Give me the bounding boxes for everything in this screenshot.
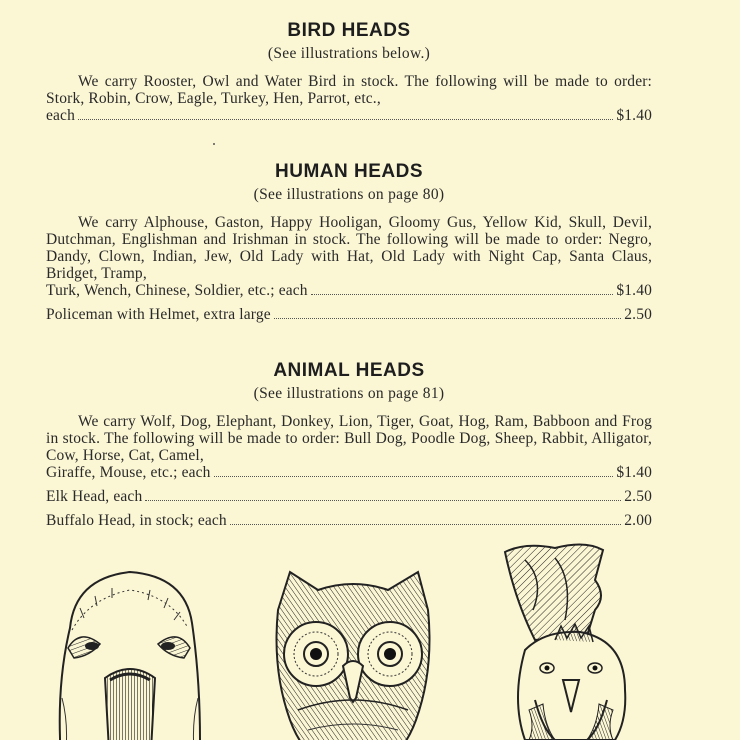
- policeman-price: 2.50: [624, 306, 652, 323]
- bird-heads-text: We carry Rooster, Owl and Water Bird in stock. The following will be made to order: Stork, Robin, Crow, Eagle, Turkey, Hen, Parrot, etc.,: [46, 73, 652, 107]
- human-heads-price: $1.40: [616, 282, 652, 299]
- animal-heads-text: We carry Wolf, Dog, Elephant, Donkey, Lion, Tiger, Goat, Hog, Ram, Babboon and Frog in stock. The following will be made to order: Bull Dog, Poodle Dog, Sheep, Rabbit, Alligator, Cow, Horse, Cat, Camel,: [46, 413, 652, 464]
- dot-leader: [78, 118, 613, 120]
- dot-leader: [274, 317, 622, 319]
- bird-heads-each-label: each: [46, 107, 75, 124]
- policeman-label: Policeman with Helmet, extra large: [46, 306, 271, 323]
- dot-leader: [214, 475, 614, 477]
- elk-head-price: 2.50: [624, 488, 652, 505]
- bird-heads-title: BIRD HEADS: [287, 20, 411, 41]
- print-speck: [213, 143, 215, 145]
- human-heads-description: [46, 214, 652, 282]
- animal-heads-each-label: Giraffe, Mouse, etc.; each: [46, 464, 211, 481]
- dot-leader: [230, 523, 621, 525]
- animal-heads-section: [46, 360, 652, 529]
- rooster-head-illustration: [495, 540, 635, 740]
- water-bird-head-illustration: [50, 568, 210, 740]
- buffalo-head-price: 2.00: [624, 512, 652, 529]
- animal-heads-price: $1.40: [616, 464, 652, 481]
- human-heads-each-label: Turk, Wench, Chinese, Soldier, etc.; each: [46, 282, 308, 299]
- buffalo-head-label: Buffalo Head, in stock; each: [46, 512, 227, 529]
- human-heads-price-row: [46, 282, 652, 299]
- buffalo-head-price-row: [46, 512, 652, 529]
- bird-heads-section: [46, 20, 652, 124]
- elk-head-price-row: [46, 488, 652, 505]
- dot-leader: [311, 293, 614, 295]
- animal-heads-description: [46, 413, 652, 464]
- bird-heads-subtitle: (See illustrations below.): [267, 45, 431, 62]
- animal-heads-price-row: [46, 464, 652, 481]
- human-heads-text: We carry Alphouse, Gaston, Happy Hooligan, Gloomy Gus, Yellow Kid, Skull, Devil, Dutchman, Englishman and Irishman in stock. The following will be made to order: Negro, Dandy, Clown, Indian, Jew, Old Lady with Hat, Old Lady with Night Cap, Santa Claus, Bridget, Tramp,: [46, 214, 652, 282]
- animal-heads-subtitle: (See illustrations on page 81): [253, 385, 445, 402]
- elk-head-label: Elk Head, each: [46, 488, 143, 505]
- bird-heads-price: $1.40: [616, 107, 652, 124]
- dot-leader: [145, 499, 621, 501]
- human-heads-section: [46, 161, 652, 323]
- policeman-price-row: [46, 306, 652, 323]
- bird-heads-price-row: [46, 107, 652, 124]
- human-heads-title: HUMAN HEADS: [275, 161, 423, 182]
- illustrations-row: [0, 540, 740, 740]
- human-heads-subtitle: (See illustrations on page 80): [253, 186, 445, 203]
- animal-heads-title: ANIMAL HEADS: [273, 360, 425, 381]
- bird-heads-description: [46, 73, 652, 107]
- owl-head-illustration: [268, 570, 438, 740]
